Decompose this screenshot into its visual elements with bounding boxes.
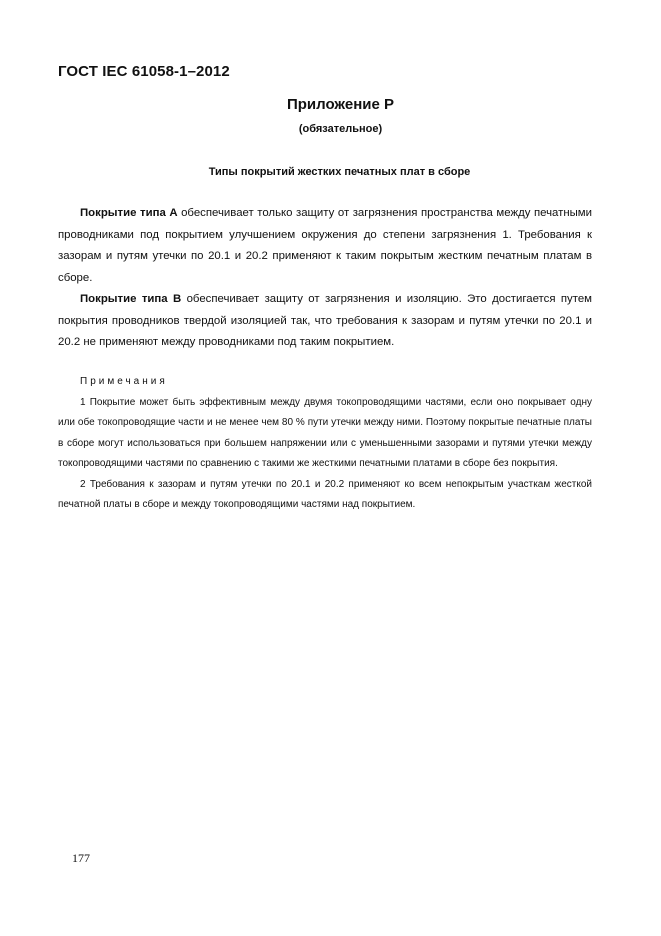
notes-heading: Примечания [80,376,168,387]
note-item-2: 2 Требования к зазорам и путям утечки по 20.1 и 20.2 применяют ко всем непокрытым участкам жесткой печатной платы в сборе и между токопроводящими частями над покрытием. [58,478,592,510]
annex-status: (обязательное) [298,123,383,135]
annex-title: Приложение Р [286,96,395,113]
term-coating-type-b: Покрытие типа В [80,293,182,305]
term-coating-type-a: Покрытие типа А [80,207,178,219]
page-number: 177 [72,851,90,865]
standard-designation: ГОСТ IEC 61058-1–2012 [58,63,230,80]
section-title: Типы покрытий жестких печатных плат в сборе [208,166,471,178]
paragraph-text: обеспечивает только защиту от загрязнения пространства между печатными проводниками под покрытием улучшением окружения до степени загрязнения 1. Требования к зазорам и путям утечки по 20.1 и 20.2 применяют к таким покрытым жестким печатным платам в сборе. [58,207,592,284]
body-text [58,203,592,354]
note-item-1: 1 Покрытие может быть эффективным между двумя токопроводящими частями, если оно покрывает одну или обе токопроводящие части и не менее чем 80 % пути утечки между ними. Поэтому покрытые печатные платы в сборе могут использоваться при большем напряжении или с уменьшенными зазорами и путями утечки между токопроводящими частями по сравнению с такими же жесткими печатными платами в сборе без покрытия. [58,396,592,469]
paragraph-coating-type-b [58,289,592,354]
paragraph-text: обеспечивает защиту от загрязнения и изоляцию. Это достигается путем покрытия проводников твердой изоляцией так, что требования к зазорам и путям утечки по 20.1 и 20.2 не применяют между проводниками под таким покрытием. [58,293,592,348]
paragraph-coating-type-a [58,203,592,289]
notes-block [58,372,592,516]
